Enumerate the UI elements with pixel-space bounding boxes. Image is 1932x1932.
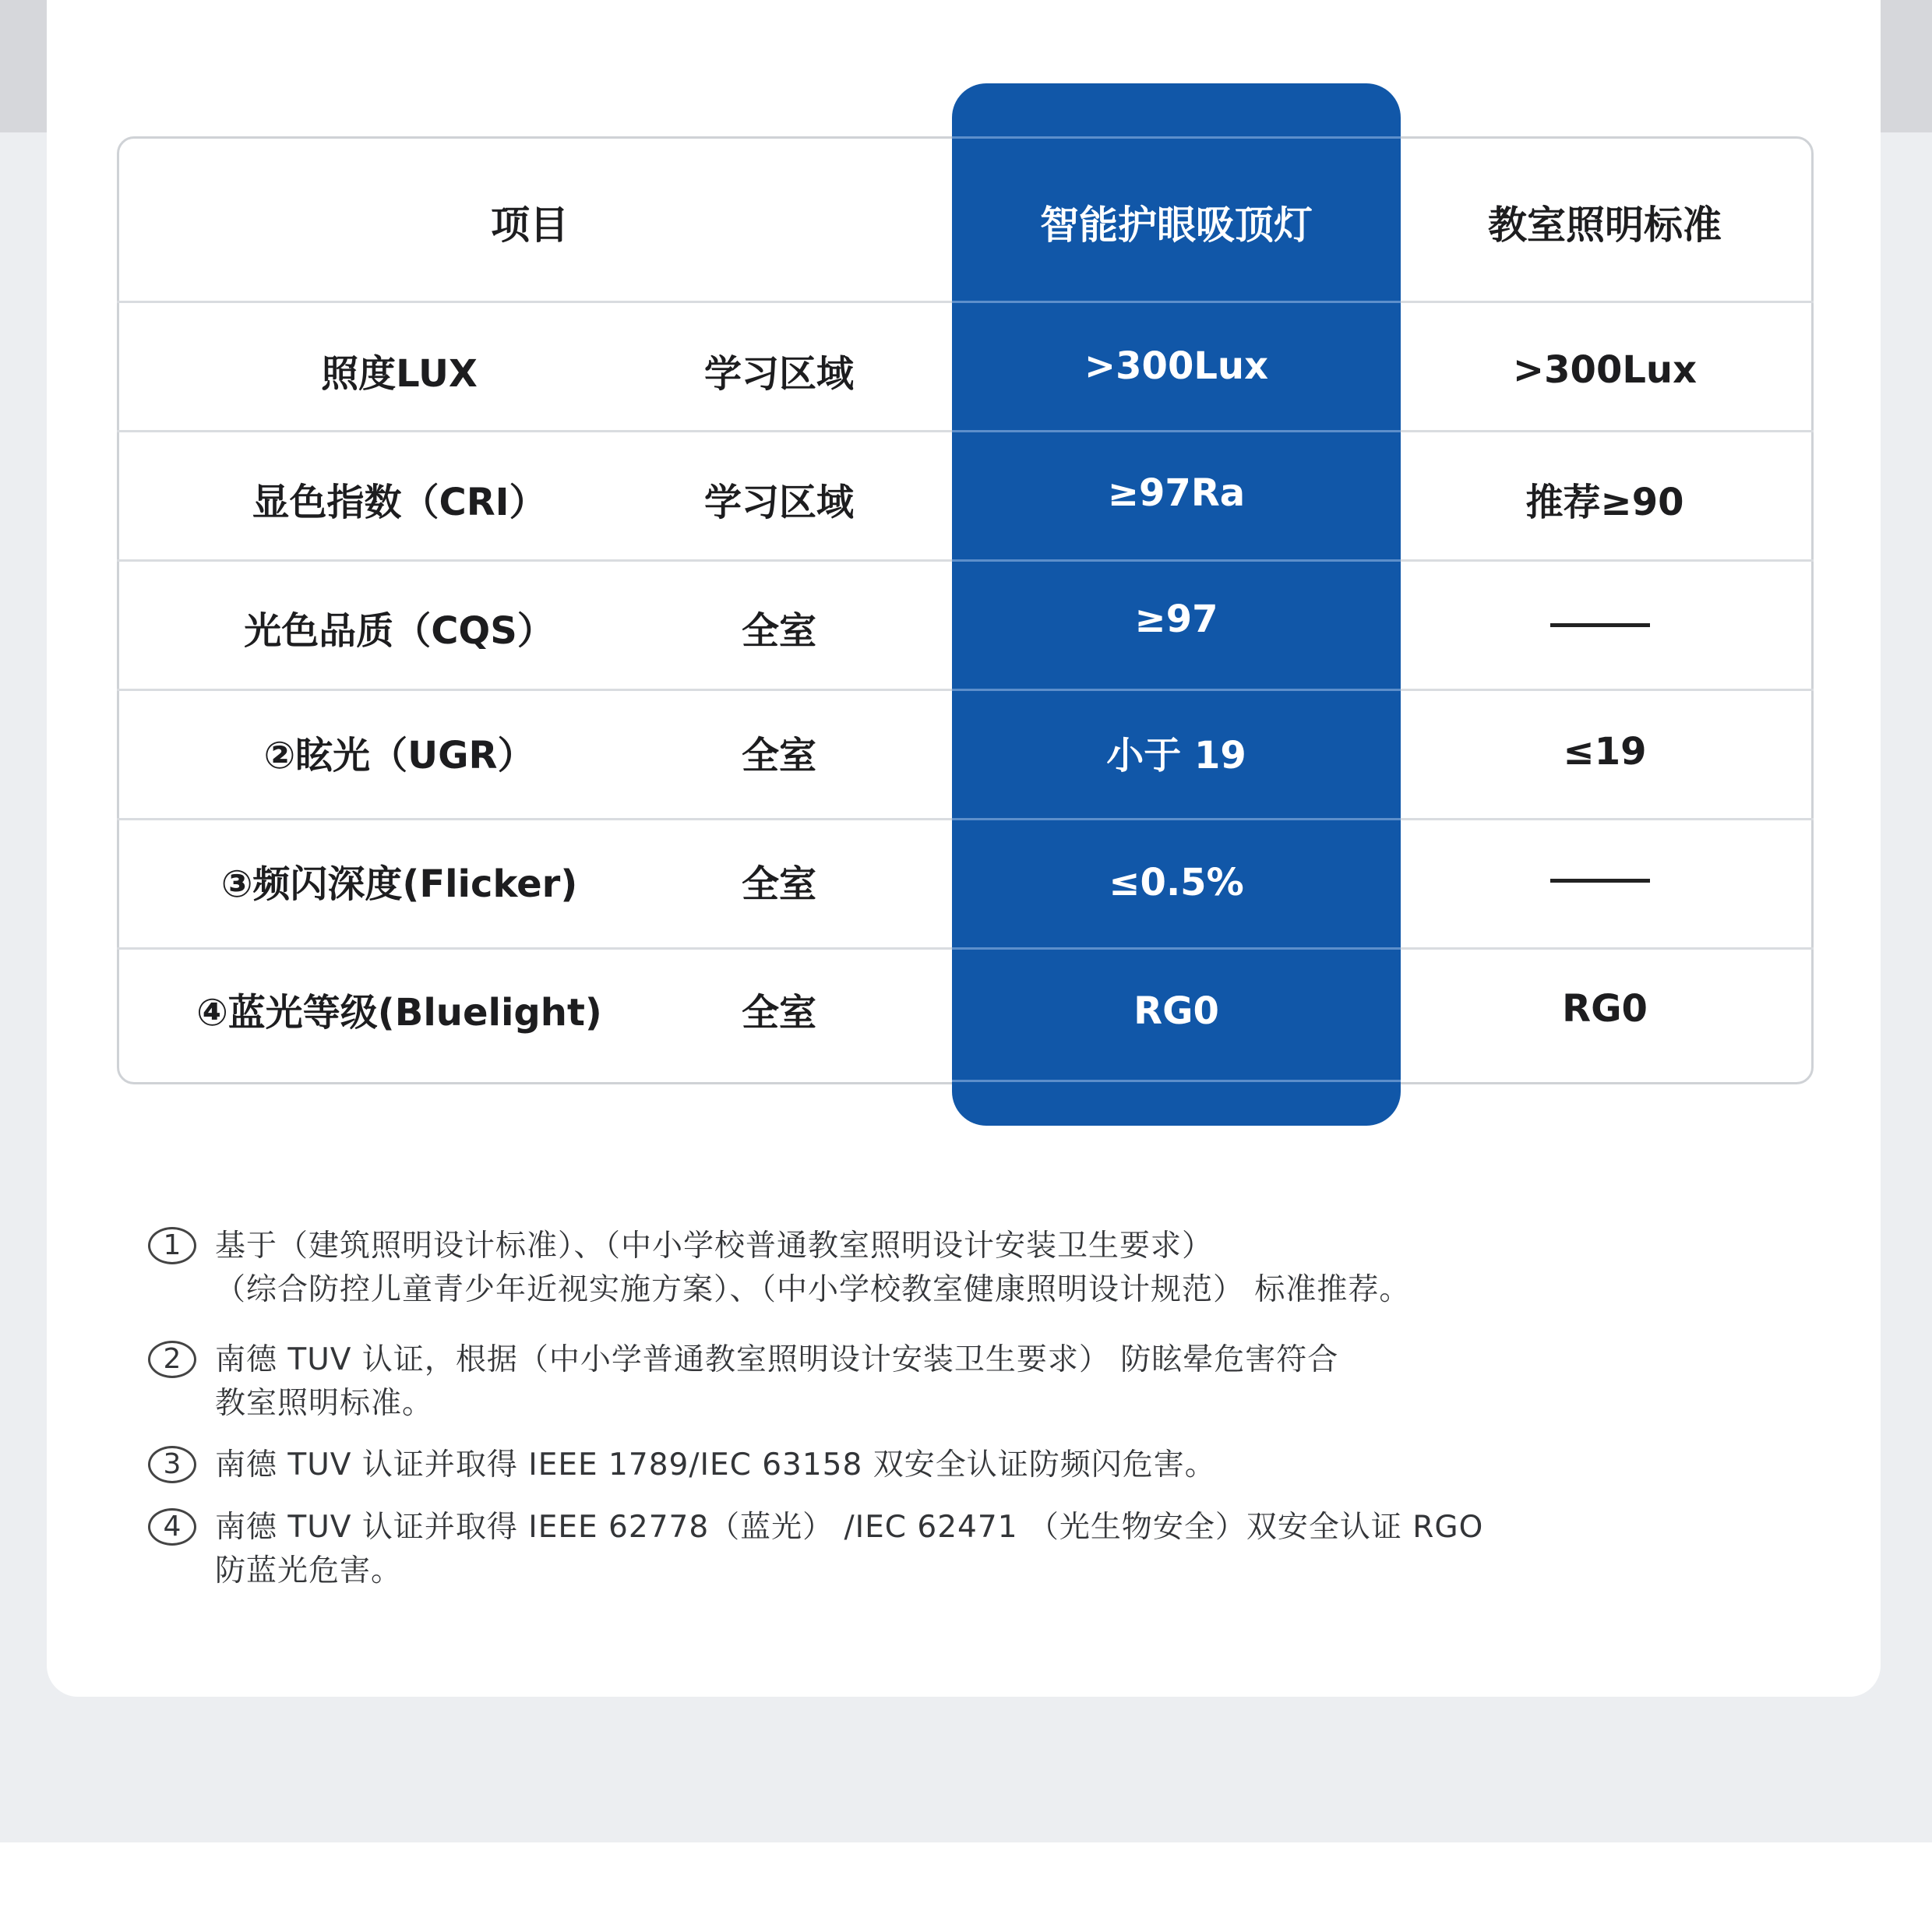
row-name: ④蓝光等级(Bluelight) (196, 990, 602, 1035)
footnote-line: 教室照明标准。 (215, 1386, 434, 1421)
header-item: 项目 (491, 203, 569, 248)
row-area: 全室 (741, 608, 816, 653)
highlight-divider (952, 430, 1401, 432)
row-area: 全室 (741, 733, 816, 777)
header-product: 智能护眼吸顶灯 (1040, 203, 1313, 248)
highlight-divider (952, 1080, 1401, 1082)
footnote-line: 南德 TUV 认证并取得 IEEE 62778（蓝光） /IEC 62471 （光生物安全）双安全认证 RGO (215, 1510, 1484, 1545)
row-area: 学习区域 (703, 480, 854, 524)
row-standard-value: ≤19 (1563, 730, 1647, 774)
footnote-number: 2 (148, 1341, 196, 1378)
highlight-divider (952, 559, 1401, 562)
highlight-divider (952, 947, 1401, 950)
row-name: 照度LUX (321, 351, 478, 396)
highlight-divider (952, 301, 1401, 303)
row-standard-value: 推荐≥90 (1525, 480, 1684, 524)
row-standard-value: >300Lux (1512, 348, 1698, 392)
footnote (148, 1338, 1792, 1426)
footnote (148, 1506, 1792, 1593)
footnote-line: 南德 TUV 认证，根据（中小学普通教室照明设计安装卫生要求） 防眩晕危害符合 (215, 1342, 1339, 1377)
footnote-line: （综合防控儿童青少年近视实施方案）、（中小学校教室健康照明设计规范） 标准推荐。 (215, 1272, 1411, 1307)
footnote-line: 基于（建筑照明设计标准）、（中小学校普通教室照明设计安装卫生要求） (215, 1229, 1214, 1264)
row-product-value: ≥97 (1134, 598, 1218, 641)
highlight-divider (952, 136, 1401, 139)
row-name: ③频闪深度(Flicker) (220, 862, 578, 906)
row-area: 全室 (741, 990, 816, 1035)
footnote-number: 3 (148, 1446, 196, 1483)
row-standard-dash (1550, 623, 1650, 627)
footnote-number: 1 (148, 1227, 196, 1264)
row-name: 显色指数（CRI） (252, 480, 547, 524)
row-name: 光色品质（CQS） (244, 608, 555, 653)
footnote (148, 1444, 1792, 1487)
row-product-value: ≥97Ra (1107, 471, 1246, 515)
row-product-value: RG0 (1133, 989, 1219, 1033)
row-product-value: >300Lux (1084, 344, 1269, 388)
footnote-number: 4 (148, 1508, 196, 1546)
row-name: ②眩光（UGR） (263, 733, 535, 777)
footnote-line: 防蓝光危害。 (215, 1553, 403, 1588)
row-product-value: 小于 19 (1106, 733, 1246, 777)
footnote-line: 南德 TUV 认证并取得 IEEE 1789/IEC 63158 双安全认证防频闪危害。 (215, 1447, 1216, 1482)
row-area: 全室 (741, 862, 816, 906)
header-standard: 教室照明标准 (1488, 203, 1722, 248)
highlight-divider (952, 818, 1401, 820)
row-standard-value: RG0 (1562, 987, 1648, 1031)
row-standard-dash (1550, 879, 1650, 883)
highlight-divider (952, 689, 1401, 691)
footnote (148, 1225, 1792, 1312)
row-area: 学习区域 (703, 351, 854, 396)
row-product-value: ≤0.5% (1109, 861, 1244, 904)
